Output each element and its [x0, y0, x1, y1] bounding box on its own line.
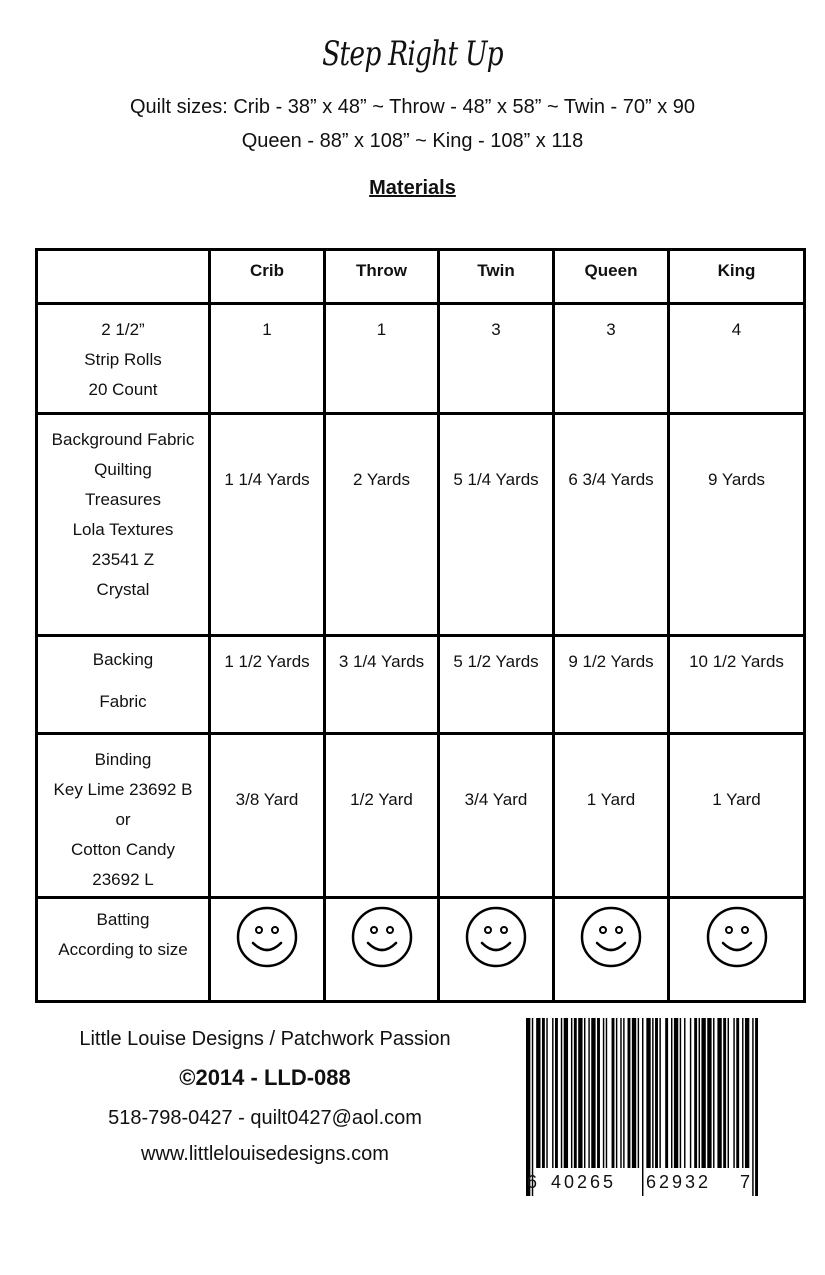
barcode-digits-right: 62932	[646, 1172, 712, 1192]
barcode-digit-prefix: 6	[527, 1172, 538, 1192]
barcode-bar	[552, 1018, 553, 1168]
column-header-twin: Twin	[439, 250, 554, 304]
column-header-throw: Throw	[325, 250, 439, 304]
row-label	[37, 734, 210, 898]
barcode-bar	[733, 1018, 734, 1168]
smiley-face-icon	[440, 905, 552, 969]
cell-queen: 6 3/4 Yards	[554, 414, 669, 636]
barcode-bar	[628, 1018, 631, 1168]
row-label	[37, 414, 210, 636]
cell-throw	[325, 898, 439, 1002]
barcode-bar	[571, 1018, 572, 1168]
barcode-bar	[717, 1018, 721, 1168]
label-line: Cotton Candy	[71, 840, 175, 859]
barcode-bar	[699, 1018, 700, 1168]
quilt-sizes-line-2: Queen - 88” x 108” ~ King - 108” x 118	[241, 130, 584, 152]
label-line: Treasures	[85, 490, 161, 509]
column-header	[37, 250, 210, 304]
barcode-bar	[616, 1018, 617, 1168]
label-line: 23692 L	[92, 870, 154, 889]
barcode-bar	[680, 1018, 681, 1168]
cell-king	[669, 898, 805, 1002]
barcode-bar	[532, 1018, 533, 1196]
smiley-face-icon	[211, 905, 323, 969]
barcode-bar	[584, 1018, 585, 1168]
table-row-batting	[37, 898, 805, 1002]
cell-crib: 1 1/4 Yards	[210, 414, 325, 636]
smiley-face-icon	[326, 905, 437, 969]
barcode-bar	[542, 1018, 545, 1168]
table-row-backing	[37, 636, 805, 734]
barcode-bar	[564, 1018, 568, 1168]
barcode-bar	[690, 1018, 691, 1168]
label-line: Background Fabric	[51, 430, 195, 449]
label-line: Lola Textures	[72, 520, 174, 539]
label-line: Backing	[92, 650, 154, 669]
website-link[interactable]: www.littlelouisedesigns.com	[141, 1143, 389, 1165]
label-line: Quilting	[94, 460, 152, 479]
barcode-bar	[646, 1018, 650, 1168]
cell-king: 4	[669, 304, 805, 414]
barcode-bar	[671, 1018, 672, 1168]
barcode-bar	[652, 1018, 653, 1168]
barcode-bar	[536, 1018, 540, 1168]
table-row-binding	[37, 734, 805, 898]
cell-king: 1 Yard	[669, 734, 805, 898]
label-line: 20 Count	[88, 380, 158, 399]
row-label	[37, 898, 210, 1002]
barcode-bar	[755, 1018, 758, 1196]
company-name: Little Louise Designs / Patchwork Passion	[79, 1028, 451, 1050]
cell-queen: 3	[554, 304, 669, 414]
table-row-background-fabric	[37, 414, 805, 636]
cell-throw: 3 1/4 Yards	[325, 636, 439, 734]
barcode-bar	[526, 1018, 530, 1196]
barcode-bar	[684, 1018, 685, 1168]
barcode-bar	[638, 1018, 639, 1168]
barcode-bar	[745, 1018, 749, 1168]
barcode-bar	[659, 1018, 660, 1168]
cell-king: 9 Yards	[669, 414, 805, 636]
cell-queen: 9 1/2 Yards	[554, 636, 669, 734]
materials-heading: Materials	[369, 177, 456, 199]
barcode-bar	[707, 1018, 711, 1168]
row-label	[37, 304, 210, 414]
barcode-bar	[578, 1018, 582, 1168]
label-line: Strip Rolls	[84, 350, 162, 369]
smiley-face-icon	[555, 905, 667, 969]
cell-crib: 1 1/2 Yards	[210, 636, 325, 734]
barcode-bar	[588, 1018, 589, 1168]
barcode-bar	[736, 1018, 739, 1168]
label-line: 2 1/2”	[101, 320, 145, 339]
column-header-crib: Crib	[210, 250, 325, 304]
barcode-bar	[574, 1018, 577, 1168]
cell-twin: 3/4 Yard	[439, 734, 554, 898]
label-line: Crystal	[96, 580, 150, 599]
cell-king: 10 1/2 Yards	[669, 636, 805, 734]
barcode-bar	[752, 1018, 753, 1196]
cell-crib	[210, 898, 325, 1002]
barcode-bar	[694, 1018, 697, 1168]
barcode-bar	[655, 1018, 658, 1168]
barcode-digits-left: 40265	[551, 1172, 617, 1192]
barcode-bar	[701, 1018, 705, 1168]
label-line: 23541 Z	[91, 550, 155, 569]
barcode-bar	[612, 1018, 615, 1168]
barcode-bar	[591, 1018, 595, 1168]
pattern-title: Step Right Up	[322, 34, 503, 74]
barcode-bar	[728, 1018, 729, 1168]
label-line: According to size	[58, 940, 188, 959]
barcode-bar	[555, 1018, 558, 1168]
cell-twin: 5 1/4 Yards	[439, 414, 554, 636]
row-label	[37, 636, 210, 734]
barcode-bar	[742, 1018, 743, 1168]
barcode-bar	[723, 1018, 726, 1168]
column-header-queen: Queen	[554, 250, 669, 304]
barcode-bar	[665, 1018, 668, 1168]
cell-queen: 1 Yard	[554, 734, 669, 898]
label-line: Binding	[94, 750, 152, 769]
label-line: Key Lime 23692 B	[53, 780, 193, 799]
barcode-bar	[623, 1018, 624, 1168]
barcode-bar	[603, 1018, 604, 1168]
barcode-bar	[597, 1018, 600, 1168]
cell-crib: 3/8 Yard	[210, 734, 325, 898]
barcode-bar	[620, 1018, 621, 1168]
cell-throw: 1/2 Yard	[325, 734, 439, 898]
table-row-strip-rolls	[37, 304, 805, 414]
copyright: ©2014 - LLD-088	[179, 1065, 351, 1090]
contact-info: 518-798-0427 - quilt0427@aol.com	[108, 1107, 422, 1129]
barcode-digit-check: 7	[740, 1172, 751, 1192]
barcode-bar	[561, 1018, 562, 1168]
barcode-bar	[632, 1018, 636, 1168]
cell-twin	[439, 898, 554, 1002]
barcode-bar	[606, 1018, 607, 1168]
label-line: Batting	[96, 910, 150, 929]
barcode-bar	[546, 1018, 547, 1168]
cell-crib: 1	[210, 304, 325, 414]
label-line: Fabric	[99, 692, 147, 711]
barcode	[526, 1018, 758, 1198]
smiley-face-icon	[670, 905, 803, 969]
cell-twin: 5 1/2 Yards	[439, 636, 554, 734]
materials-table	[35, 248, 806, 1003]
barcode-bar	[713, 1018, 714, 1168]
cell-throw: 1	[325, 304, 439, 414]
label-line: or	[115, 810, 131, 829]
barcode-bar	[674, 1018, 678, 1168]
cell-twin: 3	[439, 304, 554, 414]
table-header-row	[37, 250, 805, 304]
cell-throw: 2 Yards	[325, 414, 439, 636]
cell-queen	[554, 898, 669, 1002]
quilt-sizes-line-1: Quilt sizes: Crib - 38” x 48” ~ Throw - 48” x 58” ~ Twin - 70” x 90	[129, 96, 696, 118]
column-header-king: King	[669, 250, 805, 304]
barcode-bar	[642, 1018, 643, 1196]
